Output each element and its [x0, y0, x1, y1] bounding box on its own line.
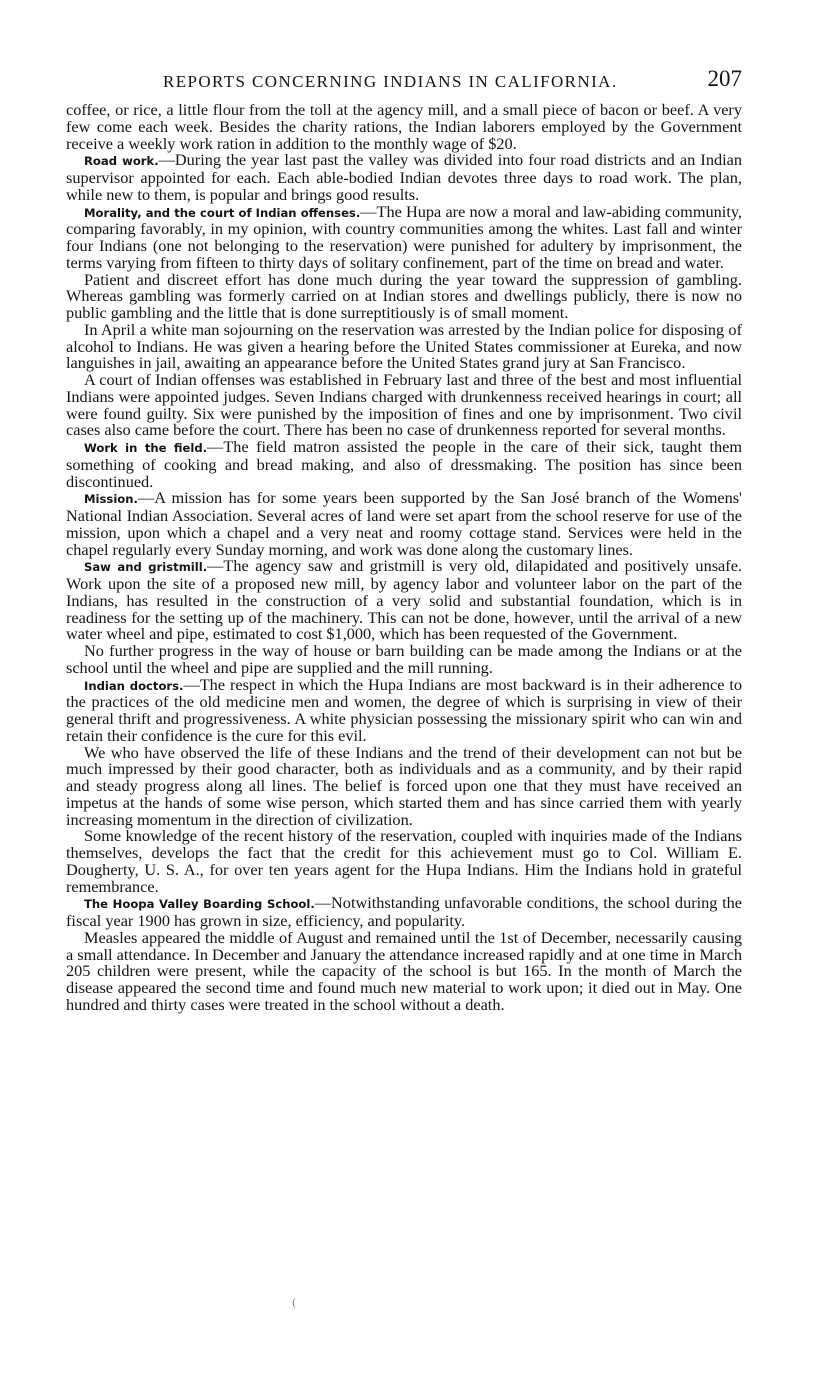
scan-mark: ( — [292, 1298, 296, 1309]
paragraph: Some knowledge of the recent history of the reservation, coupled with inquiries made of the Indians themselves, develops the fact that the credit for this achievement must go to Col. William E. Dougherty, U. S. A., for over ten years agent for the Hupa Indians. Him the Indians hold in grateful remembrance. — [66, 826, 742, 896]
paragraph: Patient and discreet effort has done much during the year toward the suppression of gambling. Whereas gambling was formerly carried on at Indian stores and dwellings publicly, there is now no public gambling and the little that is done surreptitiously is of small moment. — [66, 269, 742, 322]
paragraph: Measles appeared the middle of August and remained until the 1st of December, necessarily causing a small attendance. In December and January the attendance increased rapidly and at one time in March 205 children were present, while the capacity of the school is but 165. In the month of March the disease appeared the second time and found much new material to work upon; it died out in May. One hundred and thirty cases were treated in the school without a death. — [66, 927, 742, 1014]
paragraph: Mission.—A mission has for some years been supported by the San José branch of the Womens' National Indian Association. Several acres of land were set apart from the school reserve for use of the mission, upon which a chapel and a very neat and roomy cottage stand. Services were held in the chapel regularly every Sunday morning, and work was done along the customary lines. — [66, 488, 742, 559]
section-caption: The Hoopa Valley Boarding School. — [84, 897, 315, 912]
paragraph: In April a white man sojourning on the reservation was arrested by the Indian police for disposing of alcohol to Indians. He was given a hearing before the United States commissioner at Eureka, and now languishes in jail, awaiting an appearance before the United States grand jury at San Francisco. — [66, 319, 742, 373]
paragraph: We who have observed the life of these Indians and the trend of their development can not but be much impressed by their good character, both as individuals and as a community, and by their rapid and steady progress along all lines. The belief is forced upon one that they must have received an impetus at the hands of some wise person, which started them and has since carried them with yearly increasing momentum in the direction of civilization. — [66, 742, 742, 829]
paragraph: Indian doctors.—The respect in which the Hupa Indians are most backward is in their adherence to the practices of the old medicine men and women, the degree of which is surprising in view of their general thrift and progressiveness. A white physician possessing the missionary spirit who can win and retain their confidence is the cure for this evil. — [66, 674, 742, 745]
paragraph: Saw and gristmill.—The agency saw and gristmill is very old, dilapidated and positively unsafe. Work upon the site of a proposed new mill, by agency labor and volunteer labor on the part of the Indians, has resulted in the construction of a very solid and substantial foundation, which is in readiness for the setting up of the machinery. This can not be done, however, until the arrival of a new water wheel and pipe, estimated to cost $1,000, which has been requested of the Government. — [66, 556, 742, 644]
section-caption: Mission. — [84, 492, 138, 507]
section-caption: Morality, and the court of Indian offenses. — [84, 205, 361, 220]
page-number: 207 — [707, 66, 742, 91]
paragraph: Morality, and the court of Indian offenses.—The Hupa are now a moral and law-abiding community, comparing favorably, in my opinion, with country communities among the whites. Last fall and winter four Indians (one not belonging to the reservation) were punished for adultery by imprisonment, the terms varying from fifteen to thirty days of solitary confinement, part of the time on bread and water. — [66, 201, 742, 272]
page-header — [66, 66, 742, 96]
section-caption: Road work. — [84, 154, 159, 169]
body-text — [66, 102, 742, 1014]
section-caption: Work in the field. — [84, 441, 208, 455]
section-caption: Saw and gristmill. — [84, 560, 208, 575]
paragraph: No further progress in the way of house or barn building can be made among the Indians or at the school until the wheel and pipe are supplied and the mill running. — [66, 641, 742, 677]
running-head: REPORTS CONCERNING INDIANS IN CALIFORNIA. — [163, 72, 618, 91]
section-caption: Indian doctors. — [84, 678, 184, 693]
paragraph: A court of Indian offenses was established in February last and three of the best and most influential Indians were appointed judges. Seven Indians charged with drunkenness received hearings in court; all were found guilty. Six were punished by the imposition of fines and one by imprisonment. Two civil cases also came before the court. There has been no case of drunkenness reported for several months. — [66, 370, 742, 440]
paragraph: The Hoopa Valley Boarding School.—Notwithstanding unfavorable conditions, the school during the fiscal year 1900 has grown in size, efficiency, and popularity. — [66, 893, 742, 930]
paragraph: Work in the field.—The field matron assisted the people in the care of their sick, taught them something of cooking and bread making, and also of dressmaking. The position has since been discontinued. — [66, 437, 742, 491]
paragraph: coffee, or rice, a little flour from the toll at the agency mill, and a small piece of bacon or beef. A very few come each week. Besides the charity rations, the Indian laborers employed by the Government receive a weekly work ration in addition to the monthly wage of $20. — [66, 100, 742, 153]
paragraph: Road work.—During the year last past the valley was divided into four road districts and an Indian supervisor appointed for each. Each able-bodied Indian devotes three days to road work. The plan, while new to them, is popular and brings good results. — [66, 150, 742, 204]
